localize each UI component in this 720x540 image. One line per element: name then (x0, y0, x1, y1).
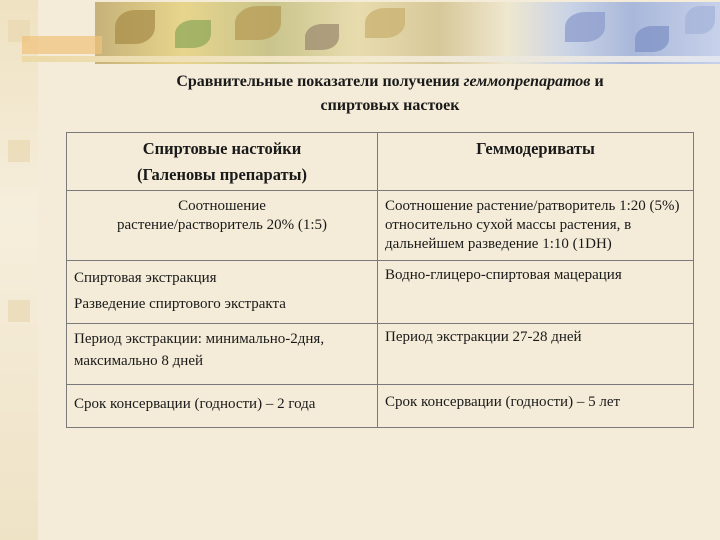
table-header-row (67, 133, 694, 191)
header-label: (Галеновы препараты) (136, 165, 308, 184)
header-label: Спиртовые настойки (142, 139, 302, 158)
cell-text: Соотношение (178, 198, 266, 214)
table-cell (378, 385, 694, 428)
header-cell-gemmoderivatives (378, 133, 694, 191)
cell-text: Спиртовая экстракция (74, 270, 217, 286)
cell-text: Срок консервации (годности) – 5 лет (385, 394, 621, 410)
table-cell (378, 324, 694, 385)
table-row (67, 261, 694, 324)
leaf-decor (635, 26, 669, 52)
table-row (67, 324, 694, 385)
page-title (100, 70, 680, 118)
cell-text: Период экстракции: минимально-2дня, максимально 8 дней (74, 331, 325, 369)
comparison-table (66, 132, 694, 428)
table-cell (67, 191, 378, 261)
table-row (67, 191, 694, 261)
cell-text: Водно-глицеро-спиртовая мацерация (385, 267, 622, 283)
leaf-decor (365, 8, 405, 38)
title-line2: спиртовых настоек (320, 97, 460, 114)
cell-text: Разведение спиртового экстракта (74, 296, 286, 312)
title-italic-text: геммопрепаратов (463, 73, 591, 90)
title-text: Сравнительные показатели получения (176, 73, 464, 90)
table-cell (378, 191, 694, 261)
banner-stripe (22, 56, 720, 62)
cell-text: растение/растворитель 20% (1:5) (117, 217, 327, 233)
header-cell-tinctures (67, 133, 378, 191)
decor-square (8, 300, 30, 322)
cell-text: Соотношение растение/ратворитель 1:20 (5%) относительно сухой массы растения, в дальнейшем разведение 1:10 (1DH) (385, 198, 680, 252)
table-cell (378, 261, 694, 324)
cell-text: Период экстракции 27-28 дней (385, 329, 582, 345)
table-cell (67, 261, 378, 324)
decorative-banner (95, 2, 720, 64)
leaf-decor (685, 6, 715, 34)
table-row (67, 385, 694, 428)
table-cell (67, 385, 378, 428)
header-label: Геммодериваты (476, 139, 595, 158)
leaf-decor (115, 10, 155, 44)
table-cell (67, 324, 378, 385)
leaf-decor (305, 24, 339, 50)
leaf-decor (565, 12, 605, 42)
leaf-decor (235, 6, 281, 40)
left-decor-strip (0, 0, 38, 540)
cell-text: Срок консервации (годности) – 2 года (74, 396, 316, 412)
leaf-decor (175, 20, 211, 48)
decor-square (8, 140, 30, 162)
banner-accent (22, 36, 102, 54)
title-text: и (590, 73, 604, 90)
